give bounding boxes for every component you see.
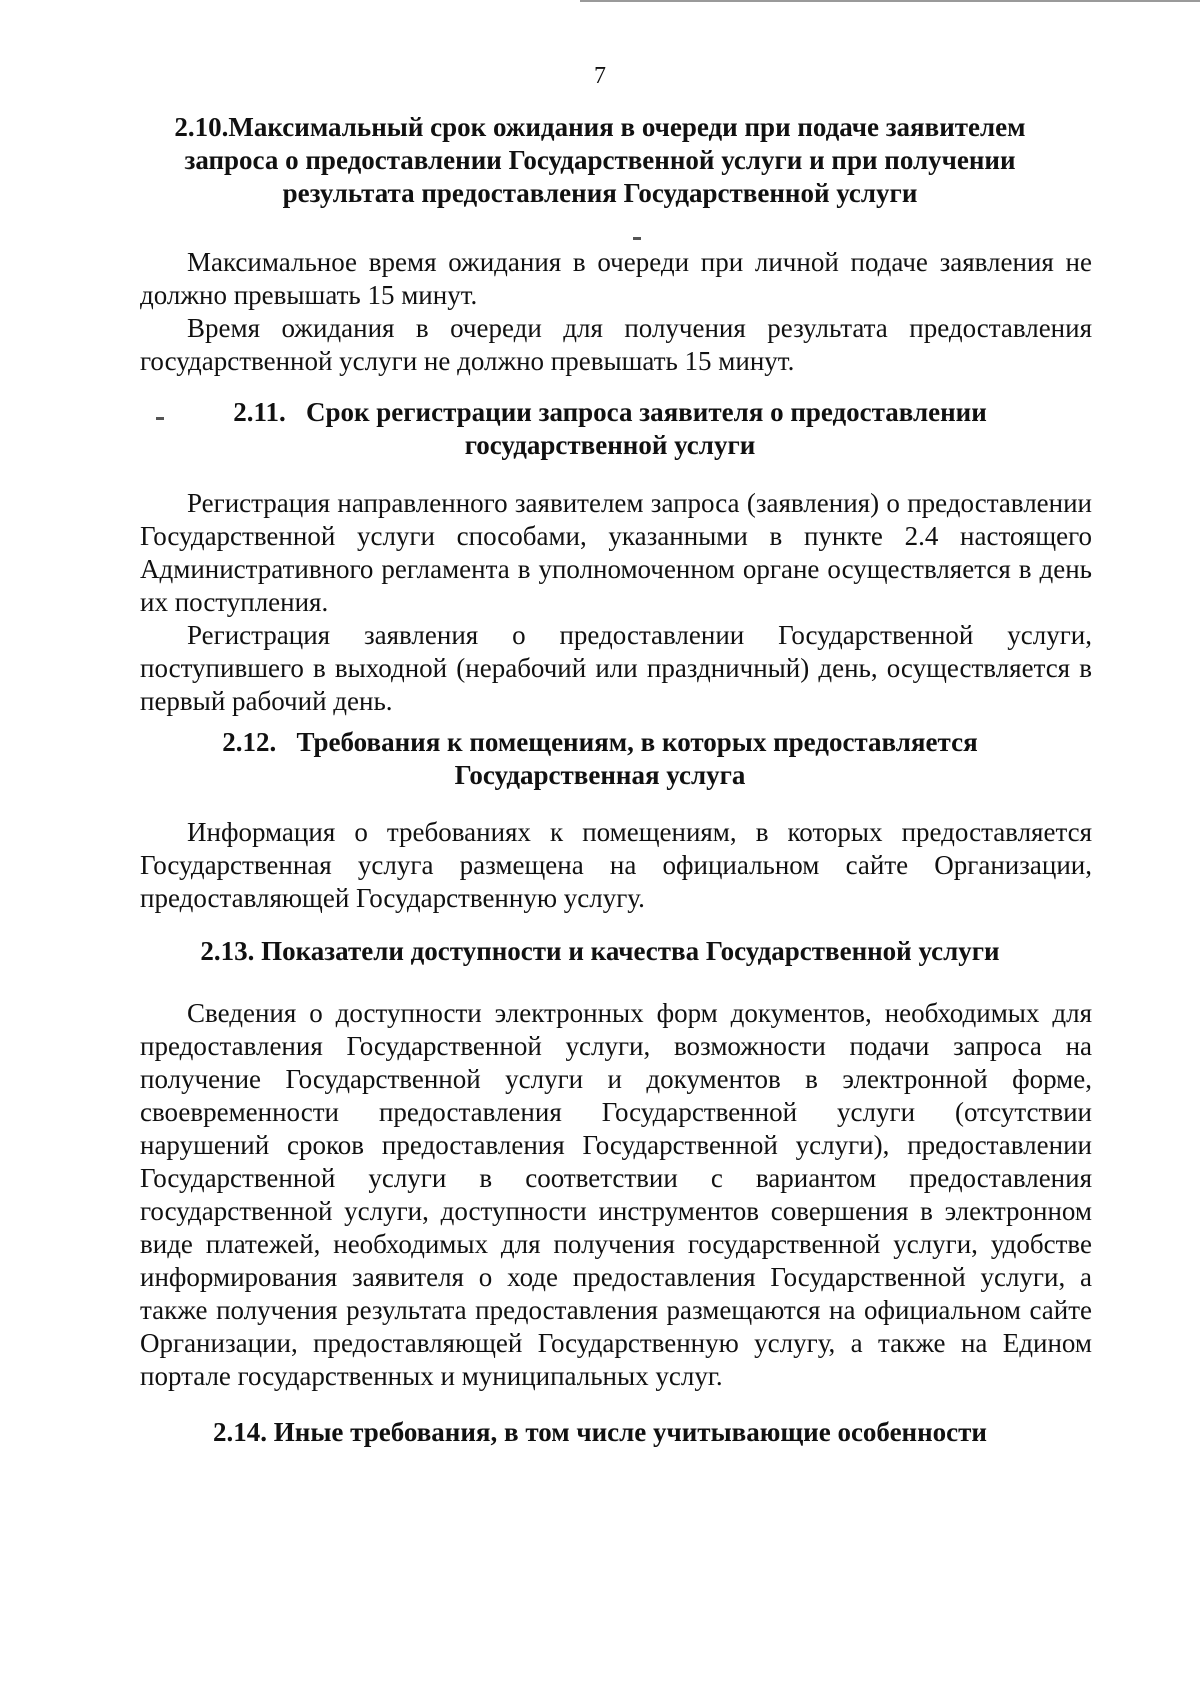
section-heading-2-13: [0, 935, 1200, 968]
paragraph: Регистрация направленного заявителем запроса (заявления) о предоставлении Государственной услуги способами, указанными в пункте 2.4 настоящего Административного регламента в уполномоченном органе осуществляется в день их поступления.: [140, 488, 1092, 617]
section-body-2-10: [140, 246, 1092, 378]
section-heading-2-11: [10, 396, 1200, 462]
section-body-2-13: [140, 997, 1092, 1393]
heading-line: государственной услуги: [464, 430, 756, 460]
section-heading-2-10: [0, 111, 1200, 210]
section-body-2-11: [140, 487, 1092, 718]
heading-line: запроса о предоставлении Государственной услуги и при получении: [184, 145, 1016, 175]
heading-line: 2.14. Иные требования, в том числе учитывающие особенности: [213, 1417, 987, 1447]
section-heading-2-14: [0, 1416, 1200, 1449]
paragraph: Время ожидания в очереди для получения результата предоставления государственной услуги не должно превышать 15 минут.: [140, 313, 1092, 376]
paragraph: Регистрация заявления о предоставлении Государственной услуги, поступившего в выходной (нерабочий или праздничный) день, осуществляется в первый рабочий день.: [140, 620, 1092, 716]
heading-line: 2.11. Срок регистрации запроса заявителя о предоставлении: [233, 397, 987, 427]
heading-line: 2.10.Максимальный срок ожидания в очереди при подаче заявителем: [174, 112, 1026, 142]
scan-edge-line: [580, 0, 1200, 2]
scan-mark: [633, 237, 641, 240]
page-number: 7: [594, 63, 606, 89]
paragraph: Максимальное время ожидания в очереди при личной подаче заявления не должно превышать 15 минут.: [140, 247, 1092, 310]
section-body-2-12: [140, 816, 1092, 915]
paragraph: Информация о требованиях к помещениям, в которых предоставляется Государственная услуга размещена на официальном сайте Организации, предоставляющей Государственную услугу.: [140, 817, 1092, 913]
heading-line: Государственная услуга: [454, 760, 746, 790]
heading-line: результата предоставления Государственной услуги: [282, 178, 918, 208]
heading-line: 2.13. Показатели доступности и качества Государственной услуги: [200, 936, 1000, 966]
heading-line: 2.12. Требования к помещениям, в которых предоставляется: [222, 727, 978, 757]
section-heading-2-12: [0, 726, 1200, 792]
paragraph: Сведения о доступности электронных форм документов, необходимых для предоставления Государственной услуги, возможности подачи запроса на получение Государственной услуги и документов в электронной форме, своевременности предоставления Государственной услуги (отсутствии нарушений сроков предоставления Государственной услуги), предоставлении Государственной услуги в соответствии с вариантом предоставления государственной услуги, доступности инструментов совершения в электронном виде платежей, необходимых для получения государственной услуги, удобстве информирования заявителя о ходе предоставления Государственной услуги, а также получения результата предоставления размещаются на официальном сайте Организации, предоставляющей Государственную услугу, а также на Едином портале государственных и муниципальных услуг.: [140, 998, 1092, 1391]
